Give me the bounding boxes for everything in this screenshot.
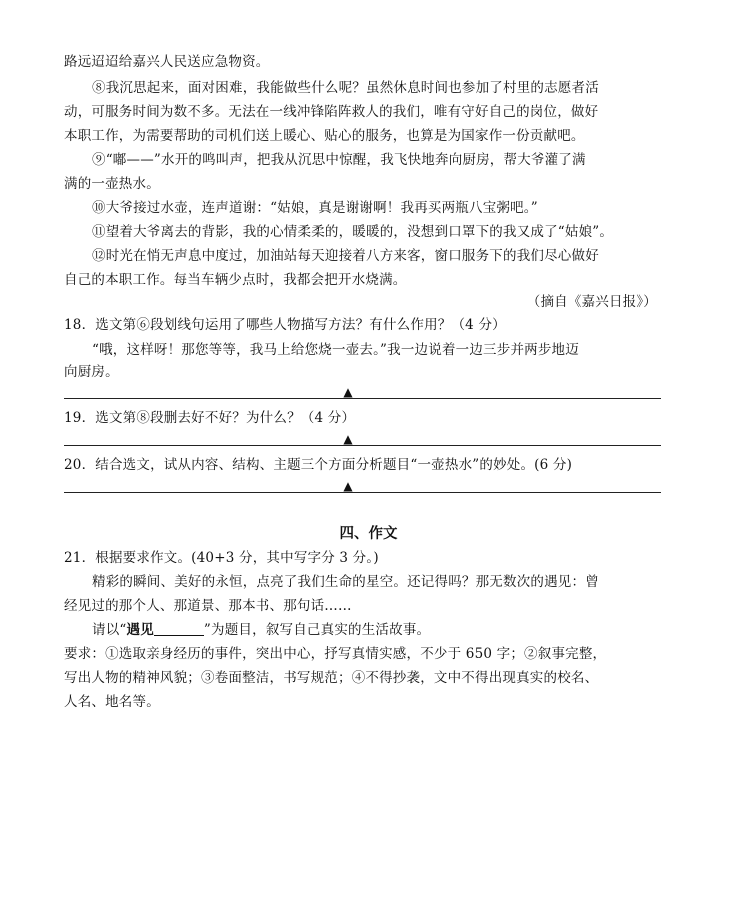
- question-19: 19．选文第⑧段删去好不好？为什么？（4 分）: [64, 410, 356, 426]
- paragraph-12-line-2: 自己的本职工作。每当车辆少点时，我都会把开水烧满。: [64, 272, 407, 288]
- answer-line-20: [64, 492, 661, 493]
- essay-prompt-line-1: 精彩的瞬间、美好的永恒，点亮了我们生命的星空。还记得吗？那无数次的遇见：曾: [92, 574, 599, 590]
- essay-title-keyword: 遇见: [126, 622, 154, 638]
- paragraph-9-line-2: 满的一壶热水。: [64, 176, 160, 192]
- passage-line: 路远迢迢给嘉兴人民送应急物资。: [64, 54, 270, 70]
- paragraph-8-line-3: 本职工作，为需要帮助的司机们送上暖心、贴心的服务，也算是为国家作一份贡献吧。: [64, 128, 585, 144]
- question-18: 18．选文第⑥段划线句运用了哪些人物描写方法？有什么作用？（4 分）: [64, 317, 506, 333]
- question-21: 21．根据要求作文。(40+3 分，其中写字分 3 分。): [64, 550, 379, 566]
- answer-line-18: [64, 398, 661, 399]
- answer-mark: ▲: [343, 385, 353, 399]
- paragraph-8-line-2: 动，可服务时间为数不多。无法在一线冲锋陷阵救人的我们，唯有守好自己的岗位，做好: [64, 104, 599, 120]
- answer-mark: ▲: [343, 432, 353, 446]
- instruction-prefix: 请以“: [92, 622, 127, 638]
- essay-prompt-line-2: 经见过的那个人、那道景、那本书、那句话……: [64, 598, 352, 614]
- paragraph-8-line-1: ⑧我沉思起来，面对困难，我能做些什么呢？虽然休息时间也参加了村里的志愿者活: [92, 80, 599, 96]
- requirements-line-2: 写出人物的精神风貌；③卷面整洁，书写规范；④不得抄袭，文中不得出现真实的校名、: [64, 670, 599, 686]
- instruction-suffix: ”为题目，叙写自己真实的生活故事。: [203, 622, 431, 638]
- answer-mark: ▲: [343, 479, 353, 493]
- paragraph-10: ⑩大爷接过水壶，连声道谢：“姑娘，真是谢谢啊！我再买两瓶八宝粥吧。”: [92, 200, 538, 216]
- paragraph-9-line-1: ⑨“嘟——”水开的鸣叫声，把我从沉思中惊醒，我飞快地奔向厨房，帮大爷灌了满: [92, 152, 586, 168]
- requirements-line-1: 要求：①选取亲身经历的事件，突出中心，抒写真情实感，不少于 650 字；②叙事完整，: [64, 646, 607, 662]
- paragraph-12-line-1: ⑫时光在悄无声息中度过，加油站每天迎接着八方来客，窗口服务下的我们尽心做好: [92, 248, 599, 264]
- answer-line-19: [64, 445, 661, 446]
- question-20: 20．结合选文，试从内容、结构、主题三个方面分析题目“一壶热水”的妙处。(6 分): [64, 457, 573, 473]
- title-blank: [154, 621, 204, 636]
- essay-instruction: [92, 620, 692, 640]
- requirements-line-3: 人名、地名等。: [64, 694, 160, 710]
- paragraph-11: ⑪望着大爷离去的背影，我的心情柔柔的，暖暖的，没想到口罩下的我又成了“姑娘”。: [92, 224, 614, 240]
- section-title: 四、作文: [339, 526, 398, 542]
- source-citation: （摘自《嘉兴日报》）: [526, 294, 657, 310]
- question-18-quote-line-2: 向厨房。: [64, 364, 119, 380]
- question-18-quote-line-1: “哦，这样呀！那您等等，我马上给您烧一壶去。”我一边说着一边三步并两步地迈: [92, 342, 579, 358]
